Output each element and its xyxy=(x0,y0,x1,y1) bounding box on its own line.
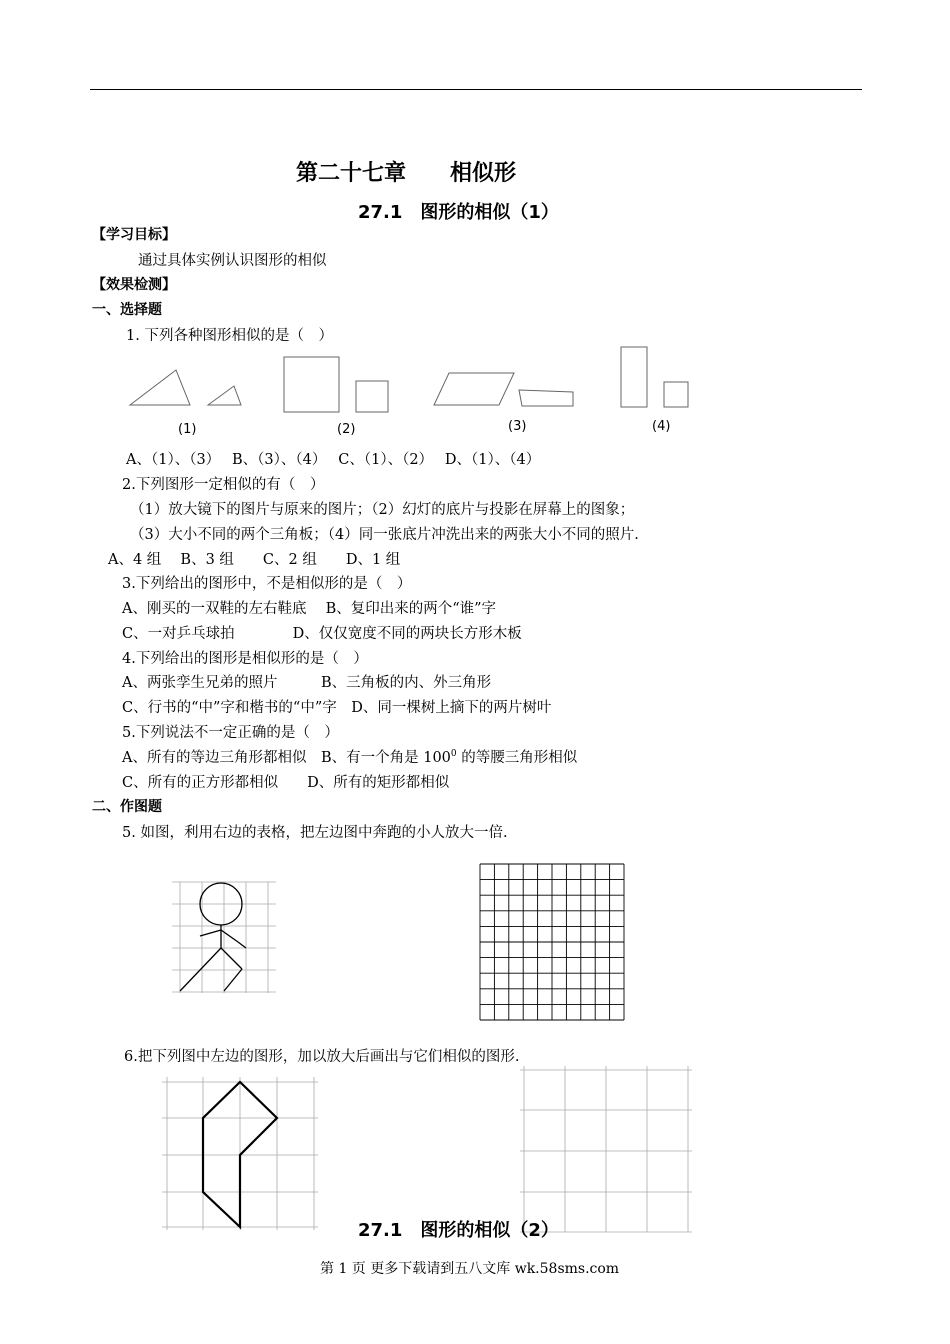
q1-options: A、（1）、（3） B、（3）、（4） C、（1）、（2） D、（1）、（4） xyxy=(126,452,541,468)
running-figure-grid xyxy=(170,878,280,1008)
part2-label: 二、作图题 xyxy=(92,799,162,815)
shape-answer-grid xyxy=(518,1062,698,1237)
q7-stem: 6.把下列图中左边的图形，加以放大后画出与它们相似的图形. xyxy=(124,1049,520,1065)
running-person xyxy=(180,883,246,991)
parallelogram xyxy=(434,373,514,405)
page-footer: 第 1 页 更多下载请到五八文库 wk.58sms.com xyxy=(320,1261,620,1277)
q2-options: A、4 组 B、3 组 C、2 组 D、1 组 xyxy=(108,552,401,568)
header-rule xyxy=(90,89,862,90)
q5-line1 xyxy=(122,746,577,767)
q5-degree-sup: 0 xyxy=(450,749,457,760)
part1-label: 一、选择题 xyxy=(92,302,162,318)
q2-line2: （3）大小不同的两个三角板；（4）同一张底片冲洗出来的两张大小不同的照片. xyxy=(130,527,639,543)
q3-line1: A、刚买的一双鞋的左右鞋底 B、复印出来的两个“谁”字 xyxy=(122,601,497,617)
q1-figures xyxy=(0,340,950,460)
q3-line2: C、一对乒乓球拍 D、仅仅宽度不同的两块长方形木板 xyxy=(122,626,522,642)
q4-stem: 4.下列给出的图形是相似形的是（ ） xyxy=(122,651,368,667)
shape-figure-grid xyxy=(160,1075,320,1235)
q2-line1: （1）放大镜下的图片与原来的图片；（2）幻灯的底片与投影在屏幕上的图象； xyxy=(130,502,635,518)
large-triangle xyxy=(130,370,190,405)
q2-stem: 2.下列图形一定相似的有（ ） xyxy=(122,477,325,493)
q3-stem: 3.下列给出的图形中，不是相似形的是（ ） xyxy=(122,576,412,592)
caption-1: (1) xyxy=(178,422,197,437)
chapter-title: 第二十七章 相似形 xyxy=(296,161,517,186)
check-label: 【效果检测】 xyxy=(92,277,176,293)
caption-3: (3) xyxy=(508,419,527,434)
thin-quadrilateral xyxy=(519,390,573,406)
small-square xyxy=(356,381,388,412)
caption-4: (4) xyxy=(652,419,671,434)
q4-line1: A、两张孪生兄弟的照片 B、三角板的内、外三角形 xyxy=(122,675,492,691)
q4-line2: C、行书的“中”字和楷书的“中”字 D、同一棵树上摘下的两片树叶 xyxy=(122,700,552,716)
section-title: 27.1 图形的相似（1） xyxy=(358,202,559,223)
blank-square-grid xyxy=(478,862,628,1022)
caption-2: (2) xyxy=(337,422,356,437)
q5-line1-a: A、所有的等边三角形都相似 B、有一个角是 100 xyxy=(122,750,451,766)
q6-stem: 5. 如图，利用右边的表格，把左边图中奔跑的小人放大一倍. xyxy=(122,825,508,841)
small-triangle xyxy=(208,386,241,405)
section-title-2: 27.1 图形的相似（2） xyxy=(358,1220,559,1241)
large-square xyxy=(284,357,339,412)
q1-stem: 1. 下列各种图形相似的是（ ） xyxy=(126,328,333,344)
small-rectangle xyxy=(664,382,688,407)
q5-stem: 5.下列说法不一定正确的是（ ） xyxy=(122,725,339,741)
q5-line1-b: 的等腰三角形相似 xyxy=(456,750,578,766)
tall-rectangle xyxy=(621,347,647,407)
objectives-text: 通过具体实例认识图形的相似 xyxy=(138,253,327,269)
q5-line2: C、所有的正方形都相似 D、所有的矩形都相似 xyxy=(122,775,450,791)
objectives-label: 【学习目标】 xyxy=(92,227,176,243)
